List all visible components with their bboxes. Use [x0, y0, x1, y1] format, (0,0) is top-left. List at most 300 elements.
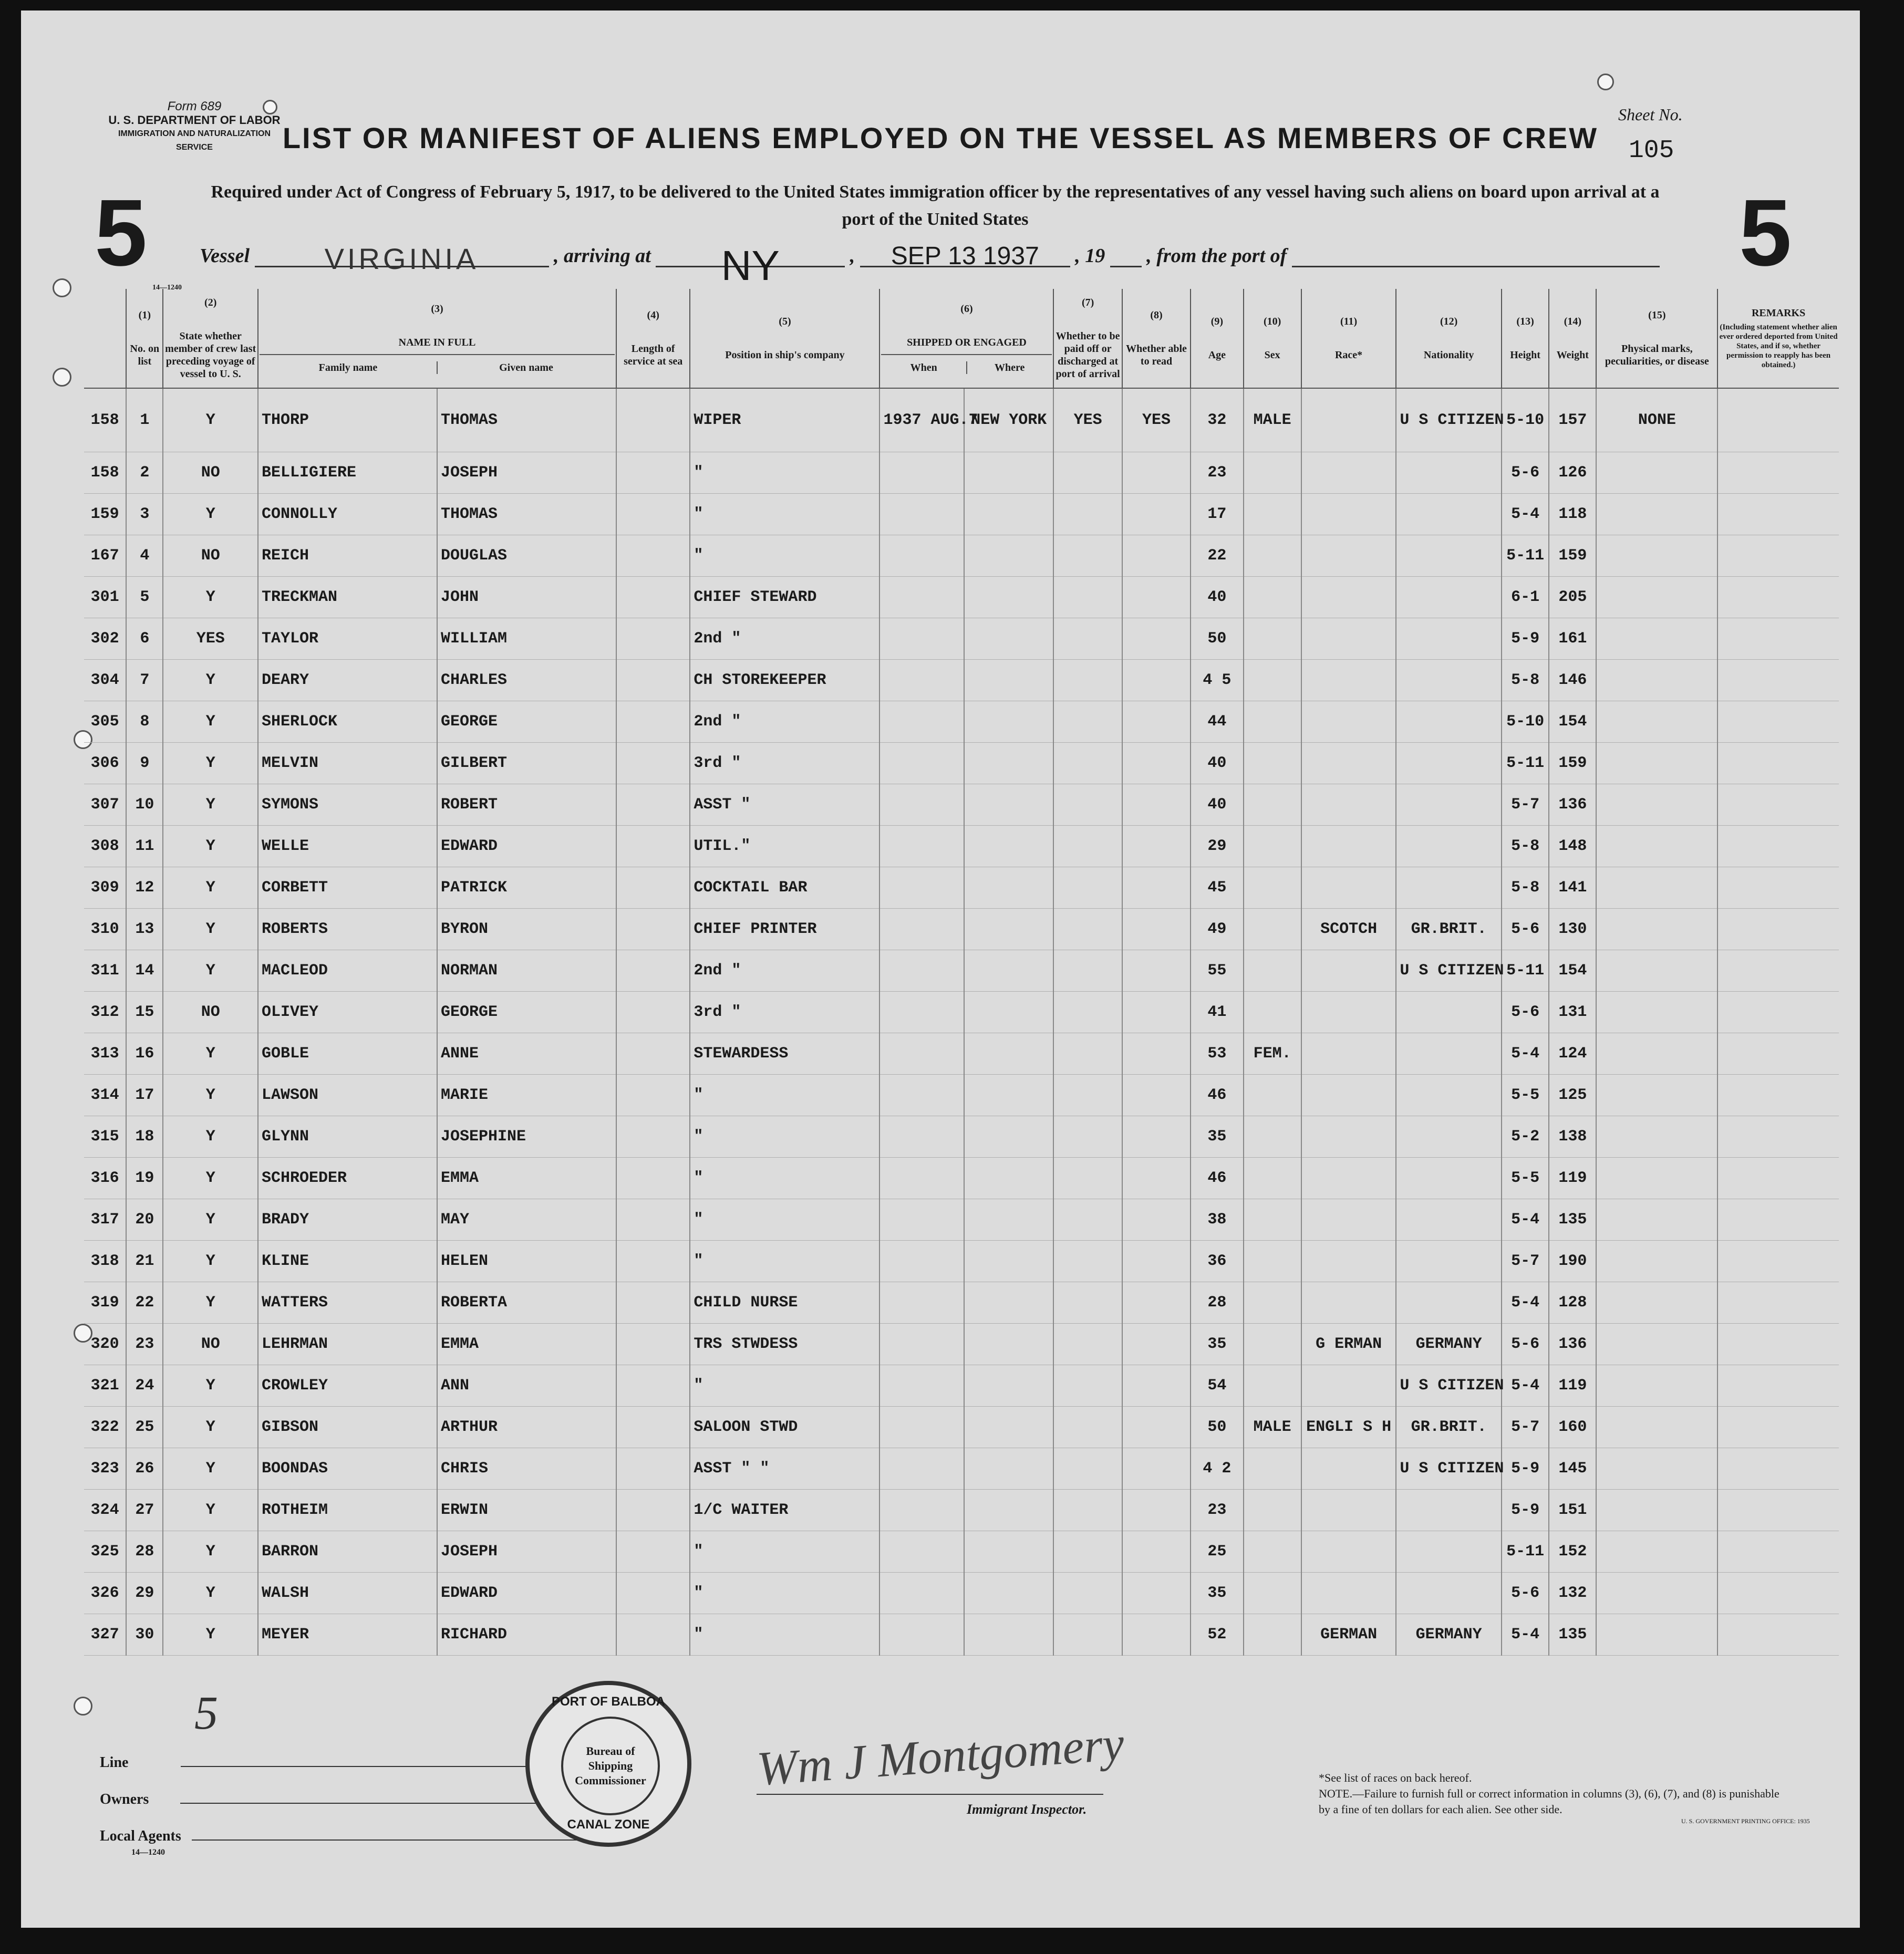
row-remarks	[1717, 452, 1839, 494]
row-race	[1301, 1116, 1396, 1158]
row-nationality	[1396, 577, 1502, 618]
table-row	[84, 867, 1839, 909]
row-weight: 130	[1549, 909, 1596, 950]
row-weight: 145	[1549, 1448, 1596, 1490]
row-paid-off	[1053, 1033, 1122, 1075]
row-given-name: ANN	[437, 1365, 616, 1407]
row-margin-number: 304	[84, 660, 126, 701]
row-nationality	[1396, 1033, 1502, 1075]
row-given-name: PATRICK	[437, 867, 616, 909]
row-sex	[1244, 1241, 1301, 1282]
row-sex	[1244, 909, 1301, 950]
row-height: 5-6	[1502, 1573, 1549, 1614]
row-nationality	[1396, 1241, 1502, 1282]
row-number: 9	[126, 743, 163, 784]
row-number: 27	[126, 1490, 163, 1531]
row-sex	[1244, 1448, 1301, 1490]
row-physical-marks	[1596, 1490, 1717, 1531]
row-shipped-where	[964, 1490, 1054, 1531]
row-weight: 154	[1549, 950, 1596, 992]
row-age: 49	[1191, 909, 1243, 950]
row-margin-number: 320	[84, 1324, 126, 1365]
sheet-label: Sheet No.	[1618, 105, 1683, 124]
row-previous-voyage: NO	[163, 992, 258, 1033]
row-margin-number: 318	[84, 1241, 126, 1282]
row-weight: 146	[1549, 660, 1596, 701]
row-margin-number: 305	[84, 701, 126, 743]
row-able-read	[1122, 1241, 1191, 1282]
row-previous-voyage: Y	[163, 1490, 258, 1531]
row-shipped-where	[964, 950, 1054, 992]
inspector-label: Immigrant Inspector.	[967, 1802, 1087, 1817]
year-field	[1110, 242, 1142, 267]
row-shipped-when	[879, 909, 964, 950]
row-paid-off	[1053, 992, 1122, 1033]
table-row	[84, 1614, 1839, 1656]
row-previous-voyage: Y	[163, 1448, 258, 1490]
row-paid-off	[1053, 1282, 1122, 1324]
row-shipped-when	[879, 1158, 964, 1199]
row-given-name: HELEN	[437, 1241, 616, 1282]
row-margin-number: 322	[84, 1407, 126, 1448]
row-family-name: WALSH	[258, 1573, 437, 1614]
row-race	[1301, 784, 1396, 826]
row-length-service	[616, 577, 690, 618]
binding-hole-top	[53, 278, 71, 297]
row-family-name: TRECKMAN	[258, 577, 437, 618]
table-row	[84, 1407, 1839, 1448]
row-length-service	[616, 1531, 690, 1573]
row-margin-number: 327	[84, 1614, 126, 1656]
row-family-name: KLINE	[258, 1241, 437, 1282]
col-weight: (14) Weight	[1549, 289, 1596, 388]
row-margin-number: 306	[84, 743, 126, 784]
row-length-service	[616, 1199, 690, 1241]
row-sex	[1244, 452, 1301, 494]
row-shipped-where	[964, 701, 1054, 743]
row-shipped-where	[964, 992, 1054, 1033]
row-age: 46	[1191, 1075, 1243, 1116]
row-nationality	[1396, 535, 1502, 577]
row-weight: 160	[1549, 1407, 1596, 1448]
row-shipped-when	[879, 1573, 964, 1614]
row-margin-number: 159	[84, 494, 126, 535]
row-physical-marks	[1596, 535, 1717, 577]
when-label: When	[881, 361, 967, 374]
row-physical-marks	[1596, 1075, 1717, 1116]
handwritten-count: 5	[194, 1687, 218, 1739]
row-length-service	[616, 992, 690, 1033]
row-margin-number: 310	[84, 909, 126, 950]
row-remarks	[1717, 1033, 1839, 1075]
row-margin-number: 158	[84, 388, 126, 452]
row-race	[1301, 535, 1396, 577]
row-previous-voyage: NO	[163, 452, 258, 494]
table-row	[84, 388, 1839, 452]
owners-label: Owners	[100, 1791, 590, 1808]
row-shipped-where	[964, 660, 1054, 701]
table-row	[84, 1116, 1839, 1158]
row-sex	[1244, 743, 1301, 784]
row-able-read	[1122, 1282, 1191, 1324]
row-height: 5-4	[1502, 1199, 1549, 1241]
row-number: 16	[126, 1033, 163, 1075]
row-physical-marks	[1596, 909, 1717, 950]
row-paid-off	[1053, 1448, 1122, 1490]
row-height: 5-10	[1502, 388, 1549, 452]
row-race	[1301, 1199, 1396, 1241]
row-shipped-where	[964, 1573, 1054, 1614]
row-age: 40	[1191, 784, 1243, 826]
row-race	[1301, 950, 1396, 992]
row-able-read	[1122, 1365, 1191, 1407]
row-weight: 119	[1549, 1365, 1596, 1407]
row-shipped-where	[964, 1158, 1054, 1199]
row-weight: 131	[1549, 992, 1596, 1033]
row-previous-voyage: Y	[163, 1241, 258, 1282]
row-shipped-where	[964, 494, 1054, 535]
row-paid-off: YES	[1053, 388, 1122, 452]
row-previous-voyage: Y	[163, 1116, 258, 1158]
row-shipped-when	[879, 867, 964, 909]
row-race	[1301, 867, 1396, 909]
row-sex	[1244, 1531, 1301, 1573]
row-race	[1301, 1490, 1396, 1531]
row-margin-number: 316	[84, 1158, 126, 1199]
row-sex: MALE	[1244, 388, 1301, 452]
row-sex	[1244, 992, 1301, 1033]
row-able-read: YES	[1122, 388, 1191, 452]
signature-line	[757, 1794, 1103, 1795]
row-age: 55	[1191, 950, 1243, 992]
col-race: (11) Race*	[1301, 289, 1396, 388]
row-previous-voyage: Y	[163, 743, 258, 784]
row-family-name: CORBETT	[258, 867, 437, 909]
row-paid-off	[1053, 909, 1122, 950]
row-physical-marks	[1596, 701, 1717, 743]
col-name: (3) NAME IN FULL Family name Given name	[258, 289, 616, 388]
subtitle	[84, 179, 1786, 233]
row-remarks	[1717, 1365, 1839, 1407]
table-row	[84, 452, 1839, 494]
row-length-service	[616, 1033, 690, 1075]
row-weight: 118	[1549, 494, 1596, 535]
binding-hole	[53, 368, 71, 387]
row-shipped-when	[879, 1282, 964, 1324]
row-age: 53	[1191, 1033, 1243, 1075]
row-number: 14	[126, 950, 163, 992]
where-label: Where	[995, 362, 1025, 373]
row-race: ENGLI S H	[1301, 1407, 1396, 1448]
name-in-full-label: NAME IN FULL	[260, 336, 615, 355]
table-row	[84, 1490, 1839, 1531]
row-position: WIPER	[690, 388, 879, 452]
row-remarks	[1717, 1199, 1839, 1241]
row-margin-number: 321	[84, 1365, 126, 1407]
row-length-service	[616, 1324, 690, 1365]
row-previous-voyage: YES	[163, 618, 258, 660]
row-family-name: CONNOLLY	[258, 494, 437, 535]
row-remarks	[1717, 1282, 1839, 1324]
row-physical-marks	[1596, 1448, 1717, 1490]
row-position: "	[690, 1531, 879, 1573]
row-family-name: WELLE	[258, 826, 437, 867]
row-shipped-when	[879, 577, 964, 618]
row-sex	[1244, 867, 1301, 909]
row-previous-voyage: Y	[163, 867, 258, 909]
row-given-name: EMMA	[437, 1324, 616, 1365]
inspector-signature: Wm J Montgomery	[755, 1716, 1126, 1796]
row-remarks	[1717, 494, 1839, 535]
row-length-service	[616, 660, 690, 701]
row-margin-number: 325	[84, 1531, 126, 1573]
row-number: 15	[126, 992, 163, 1033]
row-shipped-where	[964, 452, 1054, 494]
row-number: 10	[126, 784, 163, 826]
col-remarks: REMARKS (Including statement whether alien ever ordered deported from United States, and if so, whether permission to reapply has been obtained.)	[1717, 289, 1839, 388]
row-position: "	[690, 1241, 879, 1282]
table-row	[84, 577, 1839, 618]
row-weight: 190	[1549, 1241, 1596, 1282]
row-height: 5-4	[1502, 1614, 1549, 1656]
row-able-read	[1122, 1573, 1191, 1614]
row-family-name: SYMONS	[258, 784, 437, 826]
row-age: 40	[1191, 743, 1243, 784]
row-sex	[1244, 577, 1301, 618]
row-shipped-where	[964, 1116, 1054, 1158]
row-physical-marks	[1596, 1365, 1717, 1407]
manifest-page	[21, 11, 1860, 1928]
row-given-name: WILLIAM	[437, 618, 616, 660]
vessel-line	[200, 242, 1660, 289]
row-margin-number: 319	[84, 1282, 126, 1324]
row-height: 5-6	[1502, 992, 1549, 1033]
vessel-label: Vessel	[200, 245, 250, 267]
row-position: STEWARDESS	[690, 1033, 879, 1075]
col-able-read: (8) Whether able to read	[1122, 289, 1191, 388]
comma: ,	[850, 245, 855, 267]
row-family-name: SHERLOCK	[258, 701, 437, 743]
row-previous-voyage: Y	[163, 1199, 258, 1241]
row-given-name: GEORGE	[437, 992, 616, 1033]
row-weight: 151	[1549, 1490, 1596, 1531]
row-shipped-where: NEW YORK	[964, 388, 1054, 452]
row-family-name: BARRON	[258, 1531, 437, 1573]
row-able-read	[1122, 452, 1191, 494]
row-able-read	[1122, 701, 1191, 743]
row-physical-marks	[1596, 1282, 1717, 1324]
row-height: 5-8	[1502, 660, 1549, 701]
row-age: 28	[1191, 1282, 1243, 1324]
row-remarks	[1717, 1116, 1839, 1158]
row-number: 7	[126, 660, 163, 701]
row-age: 4 2	[1191, 1448, 1243, 1490]
col-previous-voyage: (2) State whether member of crew last preceding voyage of vessel to U. S.	[163, 289, 258, 388]
row-number: 8	[126, 701, 163, 743]
table-row	[84, 660, 1839, 701]
row-number: 18	[126, 1116, 163, 1158]
row-paid-off	[1053, 1614, 1122, 1656]
row-nationality	[1396, 452, 1502, 494]
row-height: 6-1	[1502, 577, 1549, 618]
row-paid-off	[1053, 1324, 1122, 1365]
year-prefix: , 19	[1075, 245, 1105, 267]
row-sex	[1244, 535, 1301, 577]
row-age: 41	[1191, 992, 1243, 1033]
row-length-service	[616, 494, 690, 535]
row-length-service	[616, 909, 690, 950]
row-age: 44	[1191, 701, 1243, 743]
row-nationality	[1396, 701, 1502, 743]
row-family-name: TAYLOR	[258, 618, 437, 660]
binding-hole	[74, 1697, 92, 1716]
row-physical-marks: NONE	[1596, 388, 1717, 452]
row-shipped-where	[964, 1614, 1054, 1656]
row-position: "	[690, 1365, 879, 1407]
row-remarks	[1717, 743, 1839, 784]
row-number: 19	[126, 1158, 163, 1199]
row-physical-marks	[1596, 1531, 1717, 1573]
row-paid-off	[1053, 494, 1122, 535]
row-remarks	[1717, 909, 1839, 950]
row-paid-off	[1053, 1365, 1122, 1407]
row-shipped-when	[879, 992, 964, 1033]
row-height: 5-5	[1502, 1075, 1549, 1116]
row-margin-number: 323	[84, 1448, 126, 1490]
from-label: , from the port of	[1146, 245, 1287, 267]
row-physical-marks	[1596, 1033, 1717, 1075]
row-shipped-when	[879, 1116, 964, 1158]
row-length-service	[616, 1158, 690, 1199]
row-weight: 135	[1549, 1199, 1596, 1241]
row-margin-number: 308	[84, 826, 126, 867]
row-shipped-where	[964, 1531, 1054, 1573]
col-position: (5) Position in ship's company	[690, 289, 879, 388]
row-number: 12	[126, 867, 163, 909]
row-remarks	[1717, 1158, 1839, 1199]
row-previous-voyage: Y	[163, 494, 258, 535]
row-number: 20	[126, 1199, 163, 1241]
row-age: 45	[1191, 867, 1243, 909]
row-position: ASST " "	[690, 1448, 879, 1490]
row-able-read	[1122, 660, 1191, 701]
row-position: "	[690, 535, 879, 577]
row-paid-off	[1053, 618, 1122, 660]
table-row	[84, 701, 1839, 743]
row-age: 50	[1191, 1407, 1243, 1448]
row-given-name: CHRIS	[437, 1448, 616, 1490]
row-nationality	[1396, 1282, 1502, 1324]
row-able-read	[1122, 577, 1191, 618]
row-number: 6	[126, 618, 163, 660]
row-previous-voyage: NO	[163, 535, 258, 577]
row-paid-off	[1053, 1531, 1122, 1573]
row-number: 3	[126, 494, 163, 535]
table-row	[84, 1199, 1839, 1241]
row-previous-voyage: Y	[163, 1158, 258, 1199]
table-row	[84, 950, 1839, 992]
row-nationality: GR.BRIT.	[1396, 1407, 1502, 1448]
row-shipped-where	[964, 1448, 1054, 1490]
row-family-name: WATTERS	[258, 1282, 437, 1324]
row-height: 5-7	[1502, 1407, 1549, 1448]
table-row	[84, 992, 1839, 1033]
row-margin-number: 317	[84, 1199, 126, 1241]
row-margin-number: 312	[84, 992, 126, 1033]
from-port	[1292, 242, 1660, 267]
row-able-read	[1122, 1158, 1191, 1199]
punch-mark	[1597, 74, 1614, 90]
row-number: 30	[126, 1614, 163, 1656]
row-weight: 159	[1549, 743, 1596, 784]
row-sex	[1244, 701, 1301, 743]
row-given-name: JOSEPH	[437, 1531, 616, 1573]
row-number: 22	[126, 1282, 163, 1324]
row-able-read	[1122, 950, 1191, 992]
row-physical-marks	[1596, 826, 1717, 867]
row-number: 5	[126, 577, 163, 618]
row-race	[1301, 1448, 1396, 1490]
row-previous-voyage: Y	[163, 950, 258, 992]
row-age: 23	[1191, 452, 1243, 494]
row-physical-marks	[1596, 452, 1717, 494]
row-height: 5-8	[1502, 826, 1549, 867]
row-given-name: GILBERT	[437, 743, 616, 784]
row-paid-off	[1053, 701, 1122, 743]
row-previous-voyage: NO	[163, 1324, 258, 1365]
row-remarks	[1717, 1407, 1839, 1448]
row-age: 23	[1191, 1490, 1243, 1531]
penalty-note: NOTE.—Failure to furnish full or correct information in columns (3), (6), (7), and (8) is punishable by a fine of ten dollars for each alien. See other side.	[1319, 1787, 1779, 1816]
row-race: GERMAN	[1301, 1614, 1396, 1656]
row-position: 2nd "	[690, 950, 879, 992]
row-given-name: JOSEPH	[437, 452, 616, 494]
row-shipped-when	[879, 1241, 964, 1282]
row-remarks	[1717, 1614, 1839, 1656]
row-nationality	[1396, 1573, 1502, 1614]
row-nationality	[1396, 784, 1502, 826]
row-family-name: OLIVEY	[258, 992, 437, 1033]
row-number: 1	[126, 388, 163, 452]
row-given-name: EMMA	[437, 1158, 616, 1199]
row-race	[1301, 1033, 1396, 1075]
row-given-name: BYRON	[437, 909, 616, 950]
row-able-read	[1122, 867, 1191, 909]
row-shipped-when	[879, 1324, 964, 1365]
row-height: 5-7	[1502, 784, 1549, 826]
crew-manifest-table	[84, 289, 1839, 1656]
row-age: 4 5	[1191, 660, 1243, 701]
row-length-service	[616, 452, 690, 494]
row-position: UTIL."	[690, 826, 879, 867]
form-code: 14—1240	[152, 284, 182, 292]
row-weight: 135	[1549, 1614, 1596, 1656]
line-label: Line	[100, 1754, 591, 1771]
row-sex	[1244, 950, 1301, 992]
row-height: 5-6	[1502, 452, 1549, 494]
table-row	[84, 1033, 1839, 1075]
row-weight: 157	[1549, 388, 1596, 452]
row-physical-marks	[1596, 1407, 1717, 1448]
subtitle-line-1: Required under Act of Congress of February 5, 1917, to be delivered to the United States immigration officer by the representatives of any vessel having such aliens on board upon arrival at a	[211, 182, 1660, 202]
department: U. S. DEPARTMENT OF LABOR	[108, 113, 281, 127]
row-shipped-when	[879, 1199, 964, 1241]
row-length-service	[616, 535, 690, 577]
row-paid-off	[1053, 577, 1122, 618]
table-row	[84, 1448, 1839, 1490]
row-shipped-where	[964, 909, 1054, 950]
row-sex: FEM.	[1244, 1033, 1301, 1075]
